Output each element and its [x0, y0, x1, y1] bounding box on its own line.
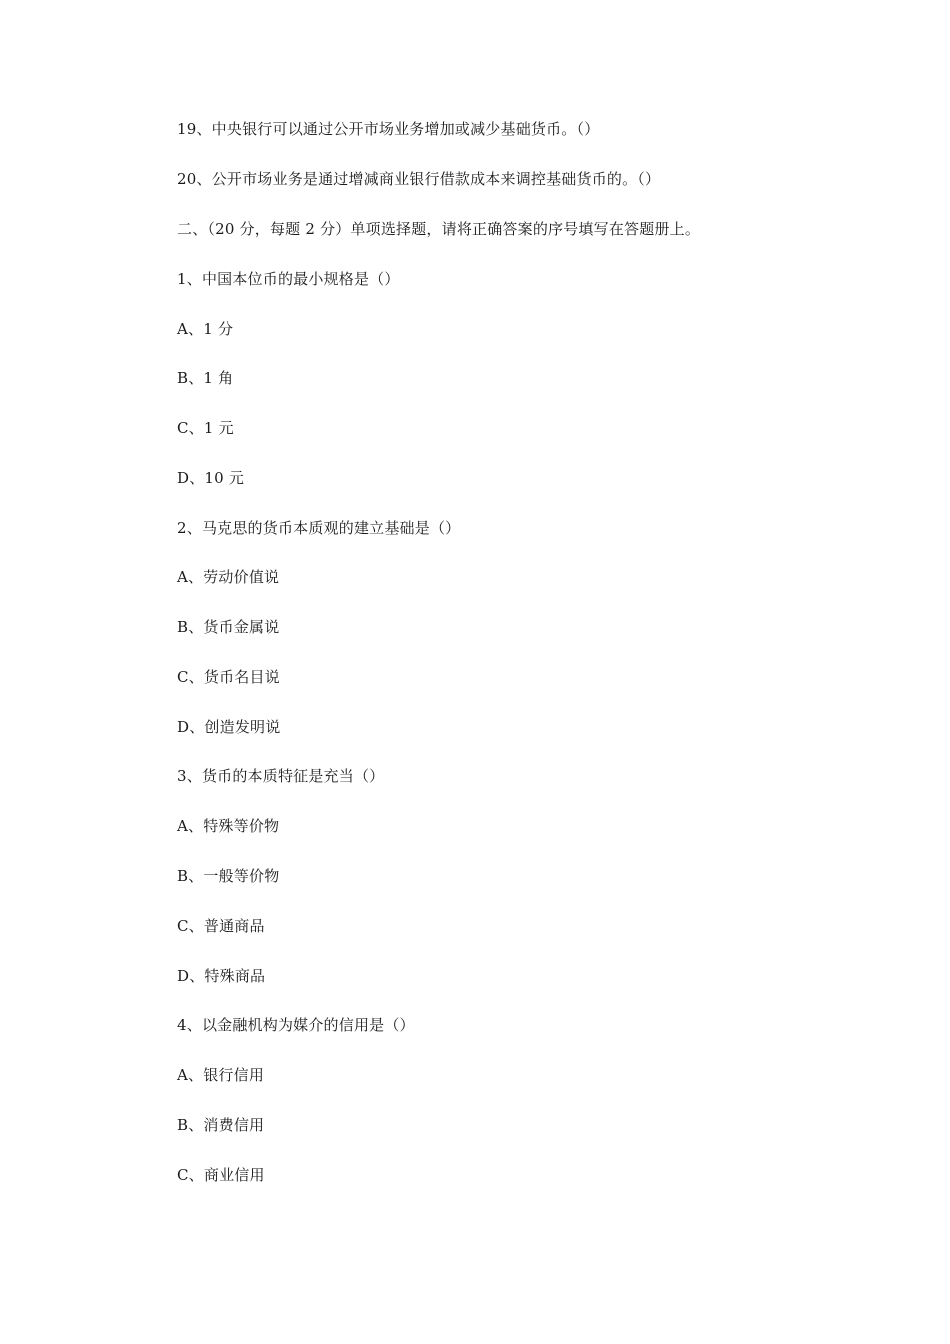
mc-question-4: 4、以金融机构为媒介的信用是（）: [177, 1016, 415, 1034]
q2-option-d: D、创造发明说: [177, 718, 281, 736]
q2-option-b: B、货币金属说: [177, 618, 280, 636]
q3-option-b: B、一般等价物: [177, 867, 280, 885]
q2-option-c: C、货币名目说: [177, 668, 280, 686]
q1-option-a: A、1 分: [177, 320, 234, 338]
q1-option-c: C、1 元: [177, 419, 234, 437]
mc-question-2: 2、马克思的货币本质观的建立基础是（）: [177, 519, 461, 537]
section-heading-single-choice: 二、（20 分，每题 2 分）单项选择题，请将正确答案的序号填写在答题册上。: [177, 220, 701, 238]
q3-option-a: A、特殊等价物: [177, 817, 280, 835]
q3-option-c: C、普通商品: [177, 917, 265, 935]
tf-question-20: 20、公开市场业务是通过增减商业银行借款成本来调控基础货币的。（）: [177, 170, 661, 188]
q4-option-a: A、银行信用: [177, 1066, 265, 1084]
q1-option-d: D、10 元: [177, 469, 245, 487]
q3-option-d: D、特殊商品: [177, 967, 266, 985]
tf-question-19: 19、中央银行可以通过公开市场业务增加或减少基础货币。（）: [177, 120, 600, 138]
q4-option-c: C、商业信用: [177, 1166, 265, 1184]
mc-question-1: 1、中国本位币的最小规格是（）: [177, 270, 400, 288]
mc-question-3: 3、货币的本质特征是充当（）: [177, 767, 385, 785]
q2-option-a: A、劳动价值说: [177, 568, 280, 586]
q4-option-b: B、消费信用: [177, 1116, 265, 1134]
q1-option-b: B、1 角: [177, 369, 234, 387]
